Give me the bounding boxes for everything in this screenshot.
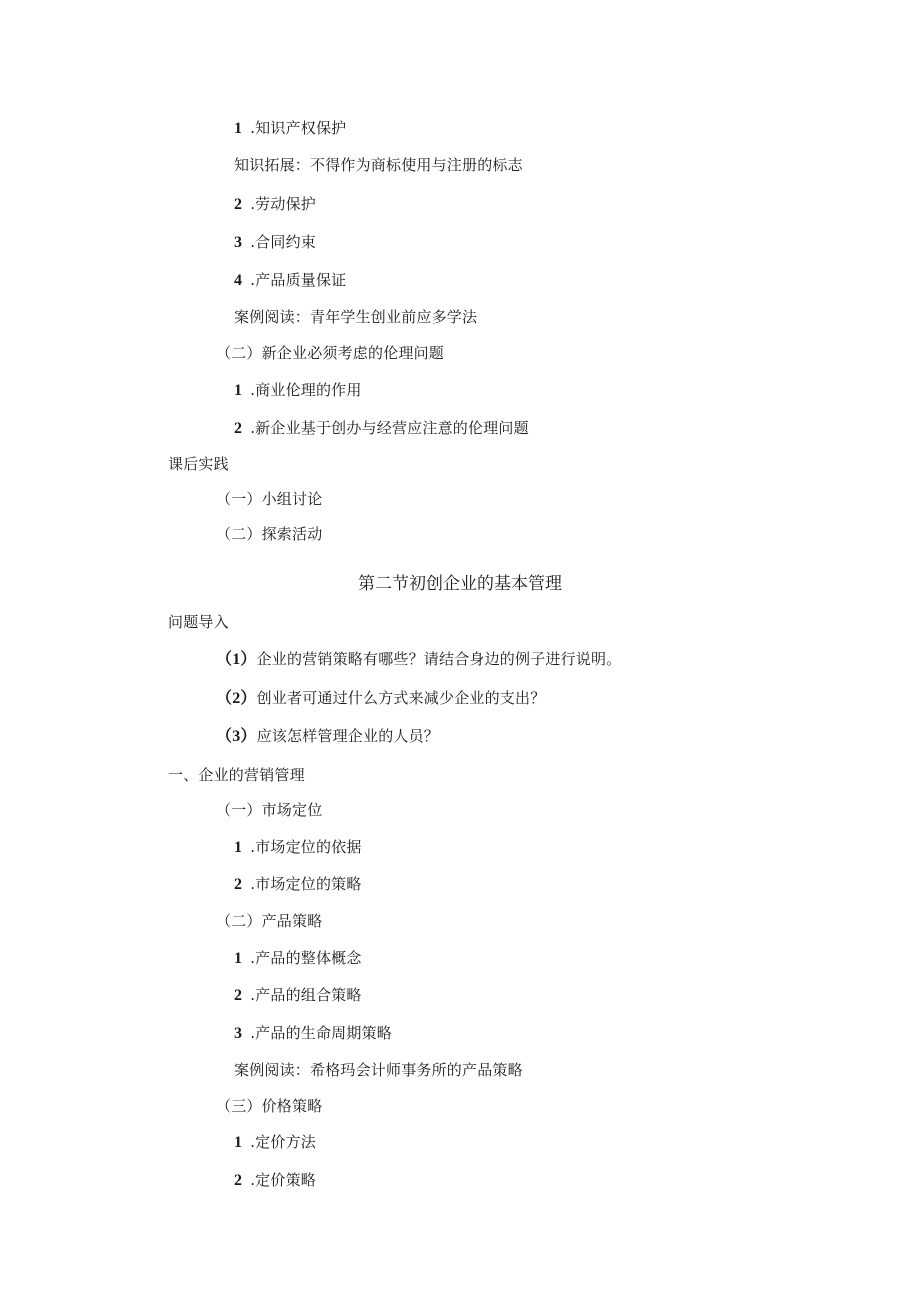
item-text: .合同约束 bbox=[250, 233, 316, 251]
chapter-heading: 第二节初创企业的基本管理 bbox=[358, 574, 562, 594]
question-text: 创业者可通过什么方式来减少企业的支出？ bbox=[256, 689, 546, 707]
list-item bbox=[234, 118, 346, 139]
subsection-title: （一）市场定位 bbox=[216, 801, 323, 819]
item-text: .劳动保护 bbox=[250, 195, 316, 213]
item-text: .市场定位的依据 bbox=[250, 838, 362, 856]
subsection-title: （二）新企业必须考虑的伦理问题 bbox=[216, 344, 445, 362]
item-text: .产品的整体概念 bbox=[250, 949, 362, 967]
item-text: .知识产权保护 bbox=[250, 119, 347, 137]
item-number: 1 bbox=[234, 1134, 243, 1151]
list-item bbox=[234, 1132, 316, 1153]
item-number: 2 bbox=[234, 196, 243, 213]
list-item bbox=[234, 270, 346, 291]
item-text: .市场定位的策略 bbox=[250, 875, 362, 893]
item-text: .产品质量保证 bbox=[250, 271, 347, 289]
item-number: 2 bbox=[234, 987, 243, 1004]
item-text: .产品的组合策略 bbox=[250, 986, 362, 1004]
list-item bbox=[234, 985, 362, 1006]
section-title: 一、企业的营销管理 bbox=[168, 766, 305, 784]
question-number: （2） bbox=[216, 690, 257, 707]
list-item bbox=[234, 837, 362, 858]
practice-item: （二）探索活动 bbox=[216, 525, 323, 543]
item-number: 1 bbox=[234, 839, 243, 856]
practice-title: 课后实践 bbox=[168, 455, 229, 473]
item-number: 2 bbox=[234, 420, 243, 437]
list-item bbox=[234, 418, 529, 439]
item-text: .商业伦理的作用 bbox=[250, 381, 362, 399]
question-text: 企业的营销策略有哪些？请结合身边的例子进行说明。 bbox=[256, 650, 622, 668]
question-item bbox=[216, 649, 621, 670]
case-reading-note: 案例阅读：希格玛会计师事务所的产品策略 bbox=[234, 1061, 523, 1079]
subsection-title: （三）价格策略 bbox=[216, 1097, 323, 1115]
list-item bbox=[234, 194, 316, 215]
item-number: 2 bbox=[234, 876, 243, 893]
question-number: （1） bbox=[216, 651, 257, 668]
item-text: .新企业基于创办与经营应注意的伦理问题 bbox=[250, 419, 529, 437]
list-item bbox=[234, 948, 362, 969]
item-number: 4 bbox=[234, 272, 243, 289]
item-text: .定价策略 bbox=[250, 1171, 316, 1189]
list-item bbox=[234, 1170, 316, 1191]
question-item bbox=[216, 688, 545, 709]
case-reading-note: 案例阅读：青年学生创业前应多学法 bbox=[234, 308, 478, 326]
intro-title: 问题导入 bbox=[168, 613, 229, 631]
item-number: 3 bbox=[234, 234, 243, 251]
item-number: 1 bbox=[234, 382, 243, 399]
subsection-title: （二）产品策略 bbox=[216, 912, 323, 930]
question-text: 应该怎样管理企业的人员？ bbox=[256, 727, 440, 745]
item-text: .定价方法 bbox=[250, 1133, 316, 1151]
item-text: .产品的生命周期策略 bbox=[250, 1024, 392, 1042]
practice-item: （一）小组讨论 bbox=[216, 490, 323, 508]
item-number: 1 bbox=[234, 120, 243, 137]
list-item bbox=[234, 380, 362, 401]
item-number: 1 bbox=[234, 950, 243, 967]
list-item bbox=[234, 1023, 392, 1044]
question-item bbox=[216, 726, 439, 747]
list-item bbox=[234, 232, 316, 253]
list-item bbox=[234, 874, 362, 895]
question-number: （3） bbox=[216, 728, 257, 745]
knowledge-extension-note: 知识拓展：不得作为商标使用与注册的标志 bbox=[234, 156, 523, 174]
item-number: 3 bbox=[234, 1025, 243, 1042]
item-number: 2 bbox=[234, 1172, 243, 1189]
